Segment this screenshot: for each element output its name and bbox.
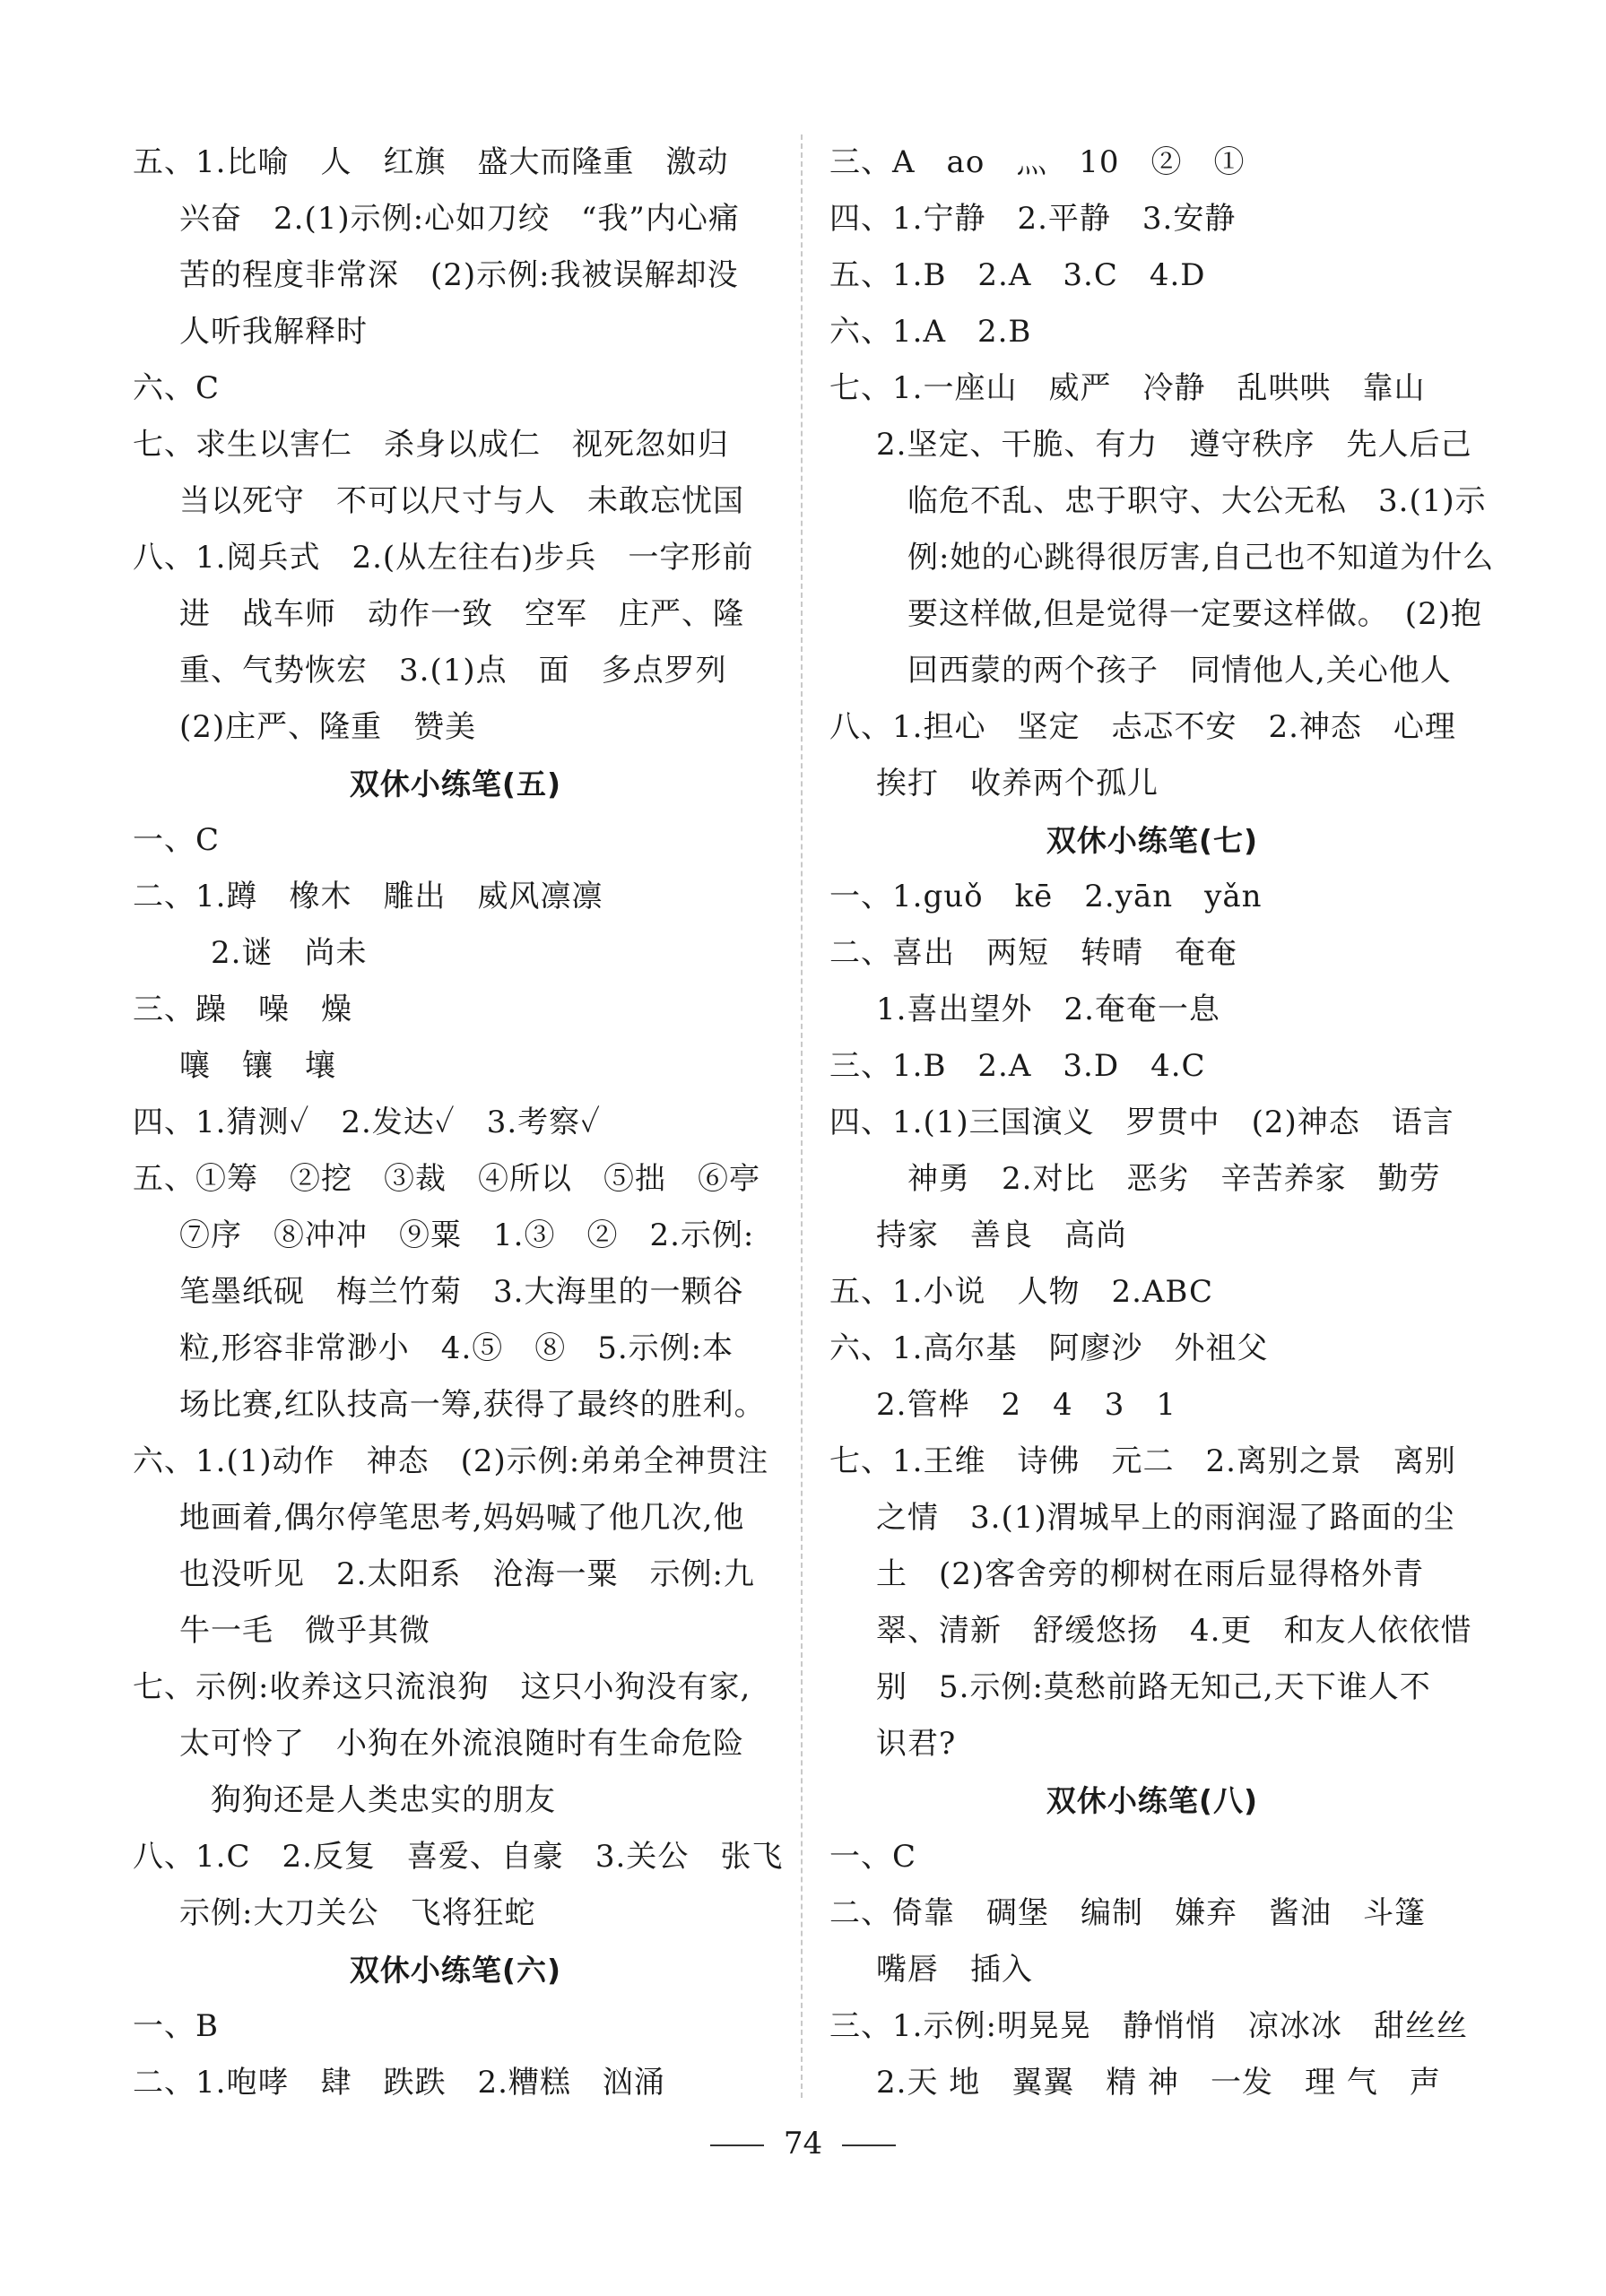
answer-line: 八、1.阅兵式 2.(从左往右)步兵 一字形前 xyxy=(133,540,754,576)
section-title: 双休小练笔(五) xyxy=(349,767,562,801)
answer-line: 临危不乱、忠于职守、大公无私 3.(1)示 xyxy=(876,483,1487,519)
answer-line: (2)庄严、隆重 赞美 xyxy=(179,709,477,745)
answer-line: 七、1.王维 诗佛 元二 2.离别之景 离别 xyxy=(829,1443,1456,1479)
answer-line: 也没听见 2.太阳系 沧海一粟 示例:九 xyxy=(179,1556,755,1592)
answer-line: ⑦序 ⑧冲冲 ⑨粟 1.③ ② 2.示例: xyxy=(179,1217,755,1253)
section-title: 双休小练笔(八) xyxy=(1046,1783,1259,1818)
answer-line: 2.天 地 翼翼 精 神 一发 理 气 声 xyxy=(876,2065,1441,2101)
answer-line: 当以死守 不可以尺寸与人 未敢忘忧国 xyxy=(179,483,744,519)
answer-line: 重、气势恢宏 3.(1)点 面 多点罗列 xyxy=(179,653,727,689)
answer-line: 七、1.一座山 威严 冷静 乱哄哄 靠山 xyxy=(829,370,1426,406)
answer-line: 八、1.C 2.反复 喜爱、自豪 3.关公 张飞 xyxy=(133,1839,784,1875)
answer-line: 粒,形容非常渺小 4.⑤ ⑧ 5.示例:本 xyxy=(179,1330,734,1366)
answer-line: 地画着,偶尔停笔思考,妈妈喊了他几次,他 xyxy=(179,1500,745,1536)
answer-line: 人听我解释时 xyxy=(179,314,368,350)
answer-line: 六、1.A 2.B xyxy=(829,314,1032,350)
answer-line: 五、1.小说 人物 2.ABC xyxy=(829,1274,1214,1310)
section-title: 双休小练笔(六) xyxy=(349,1953,562,1988)
answer-line: 一、C xyxy=(829,1839,917,1875)
answer-line: 六、C xyxy=(133,370,221,406)
answer-line: 三、A ao 灬 10 ② ① xyxy=(829,144,1246,180)
answer-line: 牛一毛 微乎其微 xyxy=(179,1613,430,1649)
answer-line: 二、喜出 两短 转晴 奄奄 xyxy=(829,935,1237,971)
answer-line: 1.喜出望外 2.奄奄一息 xyxy=(876,992,1220,1027)
answer-line: 一、C xyxy=(133,822,221,858)
section-title: 双休小练笔(七) xyxy=(1046,823,1259,858)
answer-line: 要这样做,但是觉得一定要这样做。 (2)抱 xyxy=(876,596,1482,632)
answer-line: 别 5.示例:莫愁前路无知己,天下谁人不 xyxy=(876,1669,1431,1705)
answer-line: 六、1.高尔基 阿廖沙 外祖父 xyxy=(829,1330,1269,1366)
answer-line: 苦的程度非常深 (2)示例:我被误解却没 xyxy=(179,257,739,293)
answer-line: 回西蒙的两个孩子 同情他人,关心他人 xyxy=(876,653,1452,689)
answer-line: 八、1.担心 坚定 忐忑不安 2.神态 心理 xyxy=(829,709,1456,745)
answer-line: 嘴唇 插入 xyxy=(876,1952,1033,1988)
answer-line: 三、1.B 2.A 3.D 4.C xyxy=(829,1048,1206,1084)
answer-line: 之情 3.(1)渭城早上的雨润湿了路面的尘 xyxy=(876,1500,1455,1536)
answer-line: 二、倚靠 碉堡 编制 嫌弃 酱油 斗篷 xyxy=(829,1895,1426,1931)
answer-line: 一、1.guǒ kē 2.yān yǎn xyxy=(829,879,1263,914)
answer-line: 笔墨纸砚 梅兰竹菊 3.大海里的一颗谷 xyxy=(179,1274,744,1310)
answer-line: 持家 善良 高尚 xyxy=(876,1217,1127,1253)
answer-line: 五、①筹 ②挖 ③裁 ④所以 ⑤拙 ⑥亭 xyxy=(133,1161,760,1197)
answer-line: 2.管桦 2 4 3 1 xyxy=(876,1387,1176,1423)
page-footer xyxy=(0,2121,1606,2166)
answer-line: 五、1.B 2.A 3.C 4.D xyxy=(829,257,1206,293)
answer-line: 狗狗还是人类忠实的朋友 xyxy=(179,1782,556,1818)
answer-line: 四、1.(1)三国演义 罗贯中 (2)神态 语言 xyxy=(829,1105,1454,1140)
answer-line: 神勇 2.对比 恶劣 辛苦养家 勤劳 xyxy=(876,1161,1441,1197)
answer-line: 挨打 收养两个孤儿 xyxy=(876,766,1159,801)
answer-line: 2.坚定、干脆、有力 遵守秩序 先人后己 xyxy=(876,427,1472,463)
answer-line: 三、1.示例:明晃晃 静悄悄 凉冰冰 甜丝丝 xyxy=(829,2008,1468,2044)
answer-line: 一、B xyxy=(133,2008,219,2044)
answer-line: 进 战车师 动作一致 空军 庄严、隆 xyxy=(179,596,744,632)
answer-line: 兴奋 2.(1)示例:心如刀绞 “我”内心痛 xyxy=(179,201,740,237)
answer-line: 四、1.宁静 2.平静 3.安静 xyxy=(829,201,1237,237)
answer-line: 六、1.(1)动作 神态 (2)示例:弟弟全神贯注 xyxy=(133,1443,769,1479)
answer-line: 示例:大刀关公 飞将狂蛇 xyxy=(179,1895,536,1931)
footer-dash-right xyxy=(842,2144,896,2146)
answer-line: 嚷 镶 壤 xyxy=(179,1048,336,1084)
answer-line: 场比赛,红队技高一筹,获得了最终的胜利。 xyxy=(179,1387,766,1423)
right-column xyxy=(829,134,1495,2111)
left-column xyxy=(133,134,784,2111)
answer-line: 例:她的心跳得很厉害,自己也不知道为什么 xyxy=(876,540,1495,576)
page-number: 74 xyxy=(783,2126,823,2162)
answer-line: 2.谜 尚未 xyxy=(179,935,368,971)
answer-line: 七、求生以害仁 杀身以成仁 视死忽如归 xyxy=(133,427,729,463)
answer-line: 七、示例:收养这只流浪狗 这只小狗没有家, xyxy=(133,1669,751,1705)
answer-line: 识君? xyxy=(876,1726,957,1762)
answer-line: 翠、清新 舒缓悠扬 4.更 和友人依依惜 xyxy=(876,1613,1472,1649)
column-divider xyxy=(801,134,803,2098)
answer-line: 土 (2)客舍旁的柳树在雨后显得格外青 xyxy=(876,1556,1425,1592)
footer-dash-left xyxy=(710,2144,764,2146)
answer-line: 五、1.比喻 人 红旗 盛大而隆重 激动 xyxy=(133,144,729,180)
answer-line: 四、1.猜测✓ 2.发达✓ 3.考察✓ xyxy=(133,1105,602,1140)
answer-line: 太可怜了 小狗在外流浪随时有生命危险 xyxy=(179,1726,744,1762)
answer-line: 三、躁 噪 燥 xyxy=(133,992,352,1027)
answer-line: 二、1.蹲 橡木 雕出 威风凛凛 xyxy=(133,879,603,914)
answer-line: 二、1.咆哮 肆 跌跌 2.糟糕 汹涌 xyxy=(133,2065,665,2101)
